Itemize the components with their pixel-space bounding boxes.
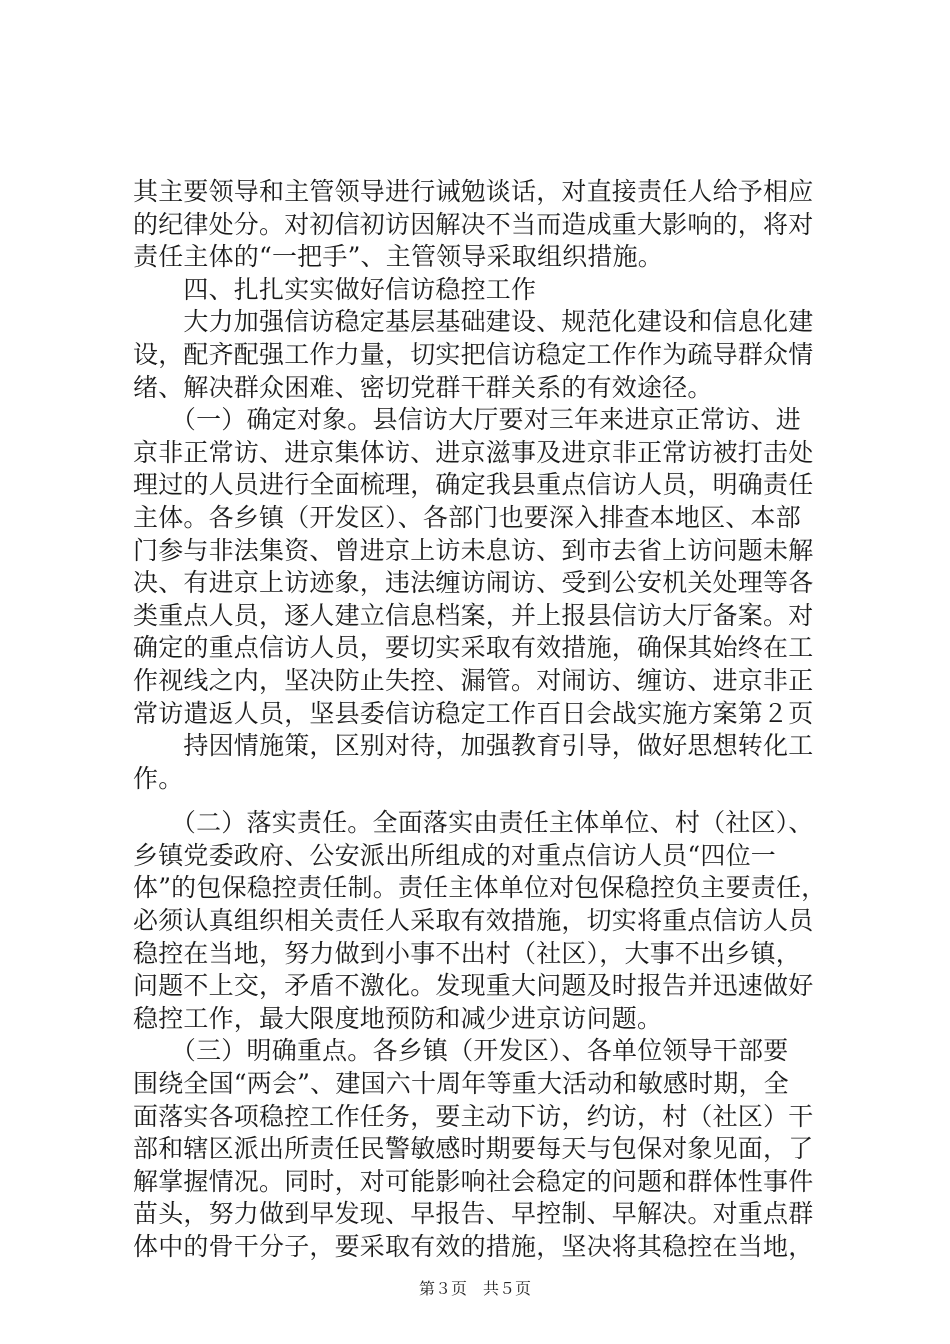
text-line: 围绕全国“两会”、建国六十周年等重大活动和敏感时期，全	[133, 1069, 789, 1099]
page-footer: 第３页 共５页	[418, 1279, 531, 1298]
text-line: 体”的包保稳控责任制。责任主体单位对包保稳控负主要责任，	[133, 873, 827, 903]
text-line: （二）落实责任。全面落实由责任主体单位、村（社区）、	[133, 808, 814, 838]
text-line: 责任主体的“一把手”、主管领导采取组织措施。	[133, 242, 663, 272]
text-line: 类重点人员，逐人建立信息档案，并上报县信访大厅备案。对	[133, 600, 814, 630]
text-line: 稳控工作，最大限度地预防和减少进京访问题。	[133, 1003, 663, 1033]
document-body	[133, 176, 833, 1264]
text-line: 必须认真组织相关责任人采取有效措施，切实将重点信访人员	[133, 906, 814, 936]
text-line: 设，配齐配强工作力量，切实把信访稳定工作作为疏导群众情	[133, 339, 814, 369]
text-line: 问题不上交，矛盾不激化。发现重大问题及时报告并迅速做好	[133, 971, 814, 1001]
text-line: 的纪律处分。对初信初访因解决不当而造成重大影响的，将对	[133, 209, 814, 239]
section-heading: 四、扎扎实实做好信访稳控工作	[133, 274, 537, 304]
text-line: 面落实各项稳控工作任务，要主动下访，约访，村（社区）干	[133, 1101, 814, 1131]
text-line: 理过的人员进行全面梳理，确定我县重点信访人员，明确责任	[133, 470, 814, 500]
text-line: （三）明确重点。各乡镇（开发区）、各单位领导干部要	[133, 1036, 789, 1066]
text-line: 大力加强信访稳定基层基础建设、规范化建设和信息化建	[133, 307, 814, 337]
text-line: 京非正常访、进京集体访、进京滋事及进京非正常访被打击处	[133, 437, 814, 467]
text-line: 苗头，努力做到早发现、早报告、早控制、早解决。对重点群	[133, 1199, 814, 1229]
text-line: 部和辖区派出所责任民警敏感时期要每天与包保对象见面，了	[133, 1134, 814, 1164]
text-line: 主体。各乡镇（开发区）、各部门也要深入排查本地区、本部	[133, 502, 801, 532]
text-line: 门参与非法集资、曾进京上访未息访、到市去省上访问题未解	[133, 535, 814, 565]
text-line: 持因情施策，区别对待，加强教育引导，做好思想转化工	[133, 731, 814, 761]
text-line: 体中的骨干分子，要采取有效的措施，坚决将其稳控在当地，	[133, 1232, 814, 1261]
text-line: 常访遣返人员，坚县委信访稳定工作百日会战实施方案第２页	[133, 698, 814, 728]
text-line: 作视线之内，坚决防止失控、漏管。对闹访、缠访、进京非正	[133, 665, 814, 695]
text-line: 乡镇党委政府、公安派出所组成的对重点信访人员“四位一	[133, 840, 776, 870]
text-line: 其主要领导和主管领导进行诫勉谈话，对直接责任人给予相应	[133, 177, 814, 206]
text-line: 确定的重点信访人员，要切实采取有效措施，确保其始终在工	[133, 633, 814, 663]
paragraph-gap	[133, 795, 833, 807]
text-line: 稳控在当地，努力做到小事不出村（社区），大事不出乡镇，	[133, 938, 801, 968]
text-line: （一）确定对象。县信访大厅要对三年来进京正常访、进	[133, 405, 801, 435]
text-line: 绪、解决群众困难、密切党群干群关系的有效途径。	[133, 372, 713, 402]
text-line: 作。	[133, 763, 184, 793]
text-line: 决、有进京上访迹象，违法缠访闹访、受到公安机关处理等各	[133, 568, 814, 598]
text-line: 解掌握情况。同时，对可能影响社会稳定的问题和群体性事件	[133, 1166, 814, 1196]
